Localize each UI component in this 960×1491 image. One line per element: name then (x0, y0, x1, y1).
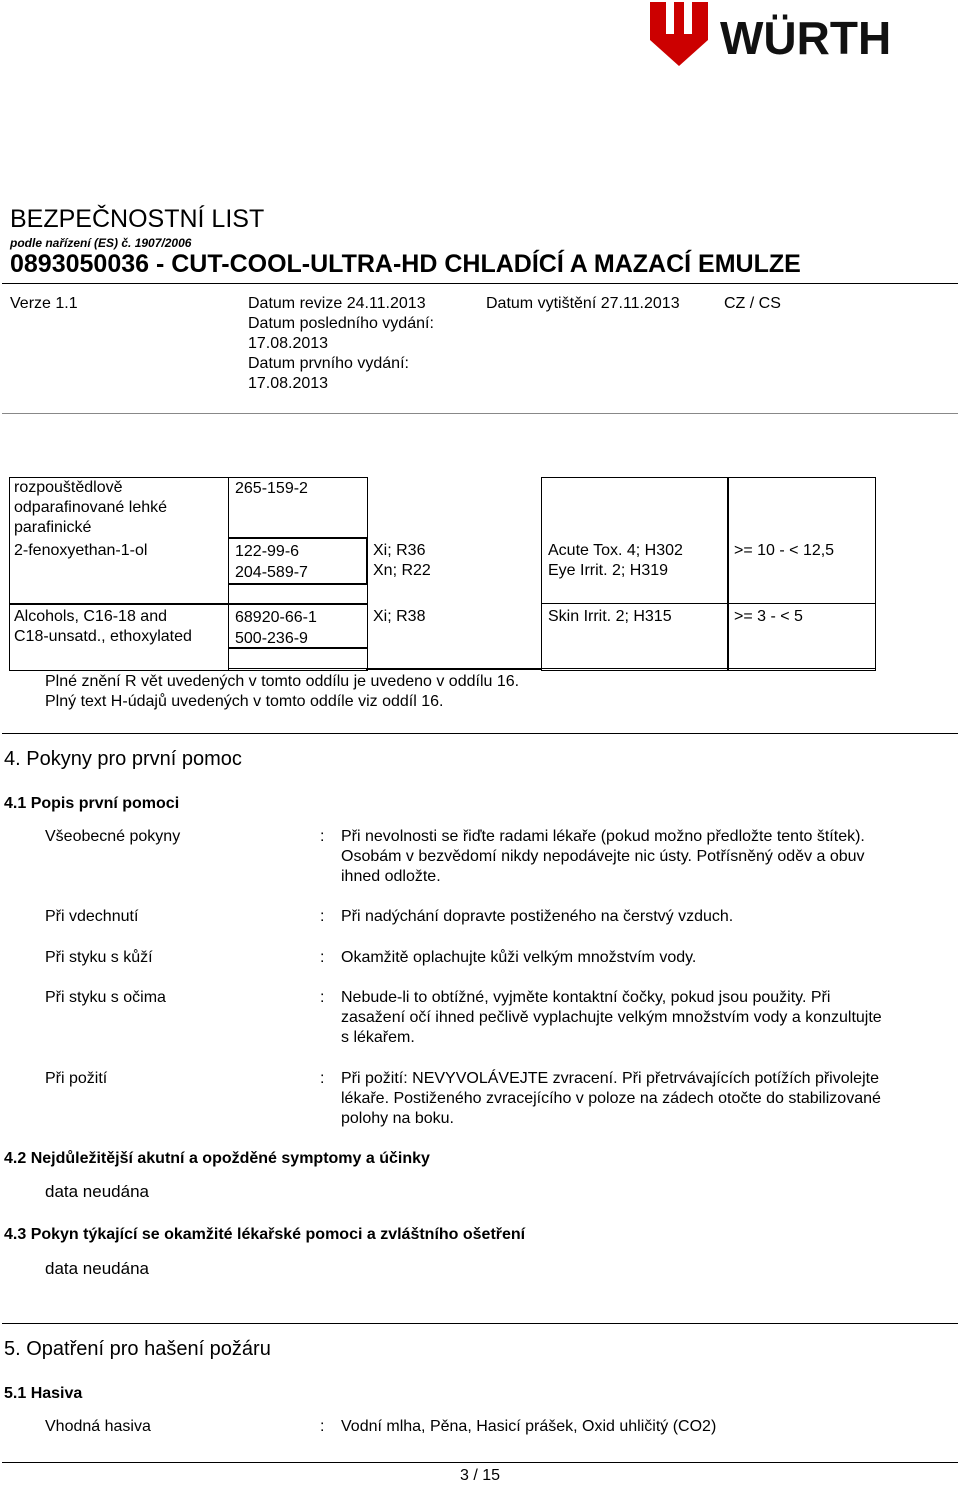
ingestion-label: Při požití (45, 1070, 108, 1087)
colon: : (320, 949, 325, 966)
header-rule-top (2, 283, 958, 284)
colon: : (320, 1418, 325, 1435)
footer-rule (2, 1462, 958, 1463)
section4-2-heading: 4.2 Nejdůležitější akutní a opožděné symptomy a účinky (4, 1150, 430, 1167)
extinguishing-media-value: Vodní mlha, Pěna, Hasicí prášek, Oxid uhličitý (CO2) (341, 1418, 717, 1435)
ec-number: 500-236-9 (235, 630, 308, 647)
row-divider (541, 603, 875, 604)
section4-3-value: data neudána (45, 1259, 149, 1278)
component-name: C18-unsatd., ethoxylated (14, 628, 192, 645)
ingestion-value: Při požití: NEVYVOLÁVEJTE zvracení. Při přetrvávajících potížích přivolejte lékaře. Postiženého zvracejícího v poloze na zádech otočte do stabilizované polohy na boku. (341, 1070, 881, 1127)
colon: : (320, 908, 325, 925)
cas-number: 68920-66-1 (235, 609, 317, 626)
print-date: Datum vytištění 27.11.2013 (486, 295, 680, 312)
component-name: odparafinované lehké (14, 499, 168, 516)
cas-number: 122-99-6 (235, 543, 300, 560)
r-classification: Xi; R38 (373, 608, 426, 625)
h-classification: Skin Irrit. 2; H315 (548, 608, 672, 625)
header-rule-bottom (2, 413, 958, 414)
number-cell-c (228, 583, 368, 605)
r-phrases-note: Plné znění R vět uvedených v tomto oddílu je uvedeno v oddílu 16. (45, 673, 520, 690)
cas-number: 265-159-2 (235, 480, 308, 497)
general-advice-value: Při nevolnosti se řiďte radami lékaře (pokud možno předložte tento štítek). Osobám v bezvědomí nikdy nepodávejte nic ústy. Potřísněný oděv a obuv ihned odložte. (341, 828, 865, 885)
regulation-subtitle: podle nařízení (ES) č. 1907/2006 (10, 236, 192, 250)
section4-heading: 4. Pokyny pro první pomoc (4, 748, 242, 770)
section4-rule (2, 733, 958, 734)
page-number: 3 / 15 (459, 1467, 501, 1484)
version-label: Verze 1.1 (10, 295, 78, 312)
document-title: BEZPEČNOSTNÍ LIST (10, 205, 265, 233)
skin-contact-label: Při styku s kůží (45, 949, 153, 966)
h-classification: Eye Irrit. 2; H319 (548, 562, 669, 579)
colon: : (320, 828, 325, 845)
brand-wordmark: WÜRTH (720, 12, 892, 64)
first-issue-date: 17.08.2013 (248, 375, 329, 392)
revision-date: Datum revize 24.11.2013 (248, 295, 426, 312)
component-name: rozpouštědlově (14, 479, 123, 496)
section5-1-heading: 5.1 Hasiva (4, 1385, 83, 1402)
h-classification: Acute Tox. 4; H302 (548, 542, 683, 559)
table-bottom (228, 668, 875, 669)
r-classification: Xi; R36 (373, 542, 426, 559)
section4-1-heading: 4.1 Popis první pomoci (4, 795, 180, 812)
wurth-logo (648, 0, 958, 68)
locale-label: CZ / CS (724, 295, 781, 312)
h-statements-note: Plný text H-údajů uvedených v tomto oddíle viz oddíl 16. (45, 693, 444, 710)
r-classification: Xn; R22 (373, 562, 431, 579)
concentration-col (727, 477, 876, 671)
colon: : (320, 989, 325, 1006)
section4-2-value: data neudána (45, 1182, 149, 1201)
last-issue-date: 17.08.2013 (248, 335, 329, 352)
skin-contact-value: Okamžitě oplachujte kůži velkým množstvím vody. (341, 949, 697, 966)
ec-number: 204-589-7 (235, 564, 308, 581)
last-issue-label: Datum posledního vydání: (248, 315, 434, 332)
concentration: >= 3 - < 5 (734, 608, 803, 625)
concentration: >= 10 - < 12,5 (734, 542, 835, 559)
component-name: 2-fenoxyethan-1-ol (14, 542, 148, 559)
component-name: parafinické (14, 519, 92, 536)
colon: : (320, 1070, 325, 1087)
section4-3-heading: 4.3 Pokyn týkající se okamžité lékařské pomoci a zvláštního ošetření (4, 1226, 526, 1243)
eye-contact-value: Nebude-li to obtížné, vyjměte kontaktní čočky, pokud jsou použity. Při zasažení očí ihned pečlivě vyplachujte velkým množstvím vody a konzultujte s lékařem. (341, 989, 882, 1046)
section5-heading: 5. Opatření pro hašení požáru (4, 1338, 271, 1360)
inhalation-value: Při nadýchání dopravte postiženého na čerstvý vzduch. (341, 908, 734, 925)
section5-rule (2, 1323, 958, 1324)
extinguishing-media-label: Vhodná hasiva (45, 1418, 151, 1435)
inhalation-label: Při vdechnutí (45, 908, 139, 925)
product-name: 0893050036 - CUT-COOL-ULTRA-HD CHLADÍCÍ A MAZACÍ EMULZE (10, 250, 801, 278)
col-divider-a (366, 537, 367, 583)
component-name: Alcohols, C16-18 and (14, 608, 167, 625)
general-advice-label: Všeobecné pokyny (45, 828, 181, 845)
eye-contact-label: Při styku s očima (45, 989, 166, 1006)
first-issue-label: Datum prvního vydání: (248, 355, 409, 372)
